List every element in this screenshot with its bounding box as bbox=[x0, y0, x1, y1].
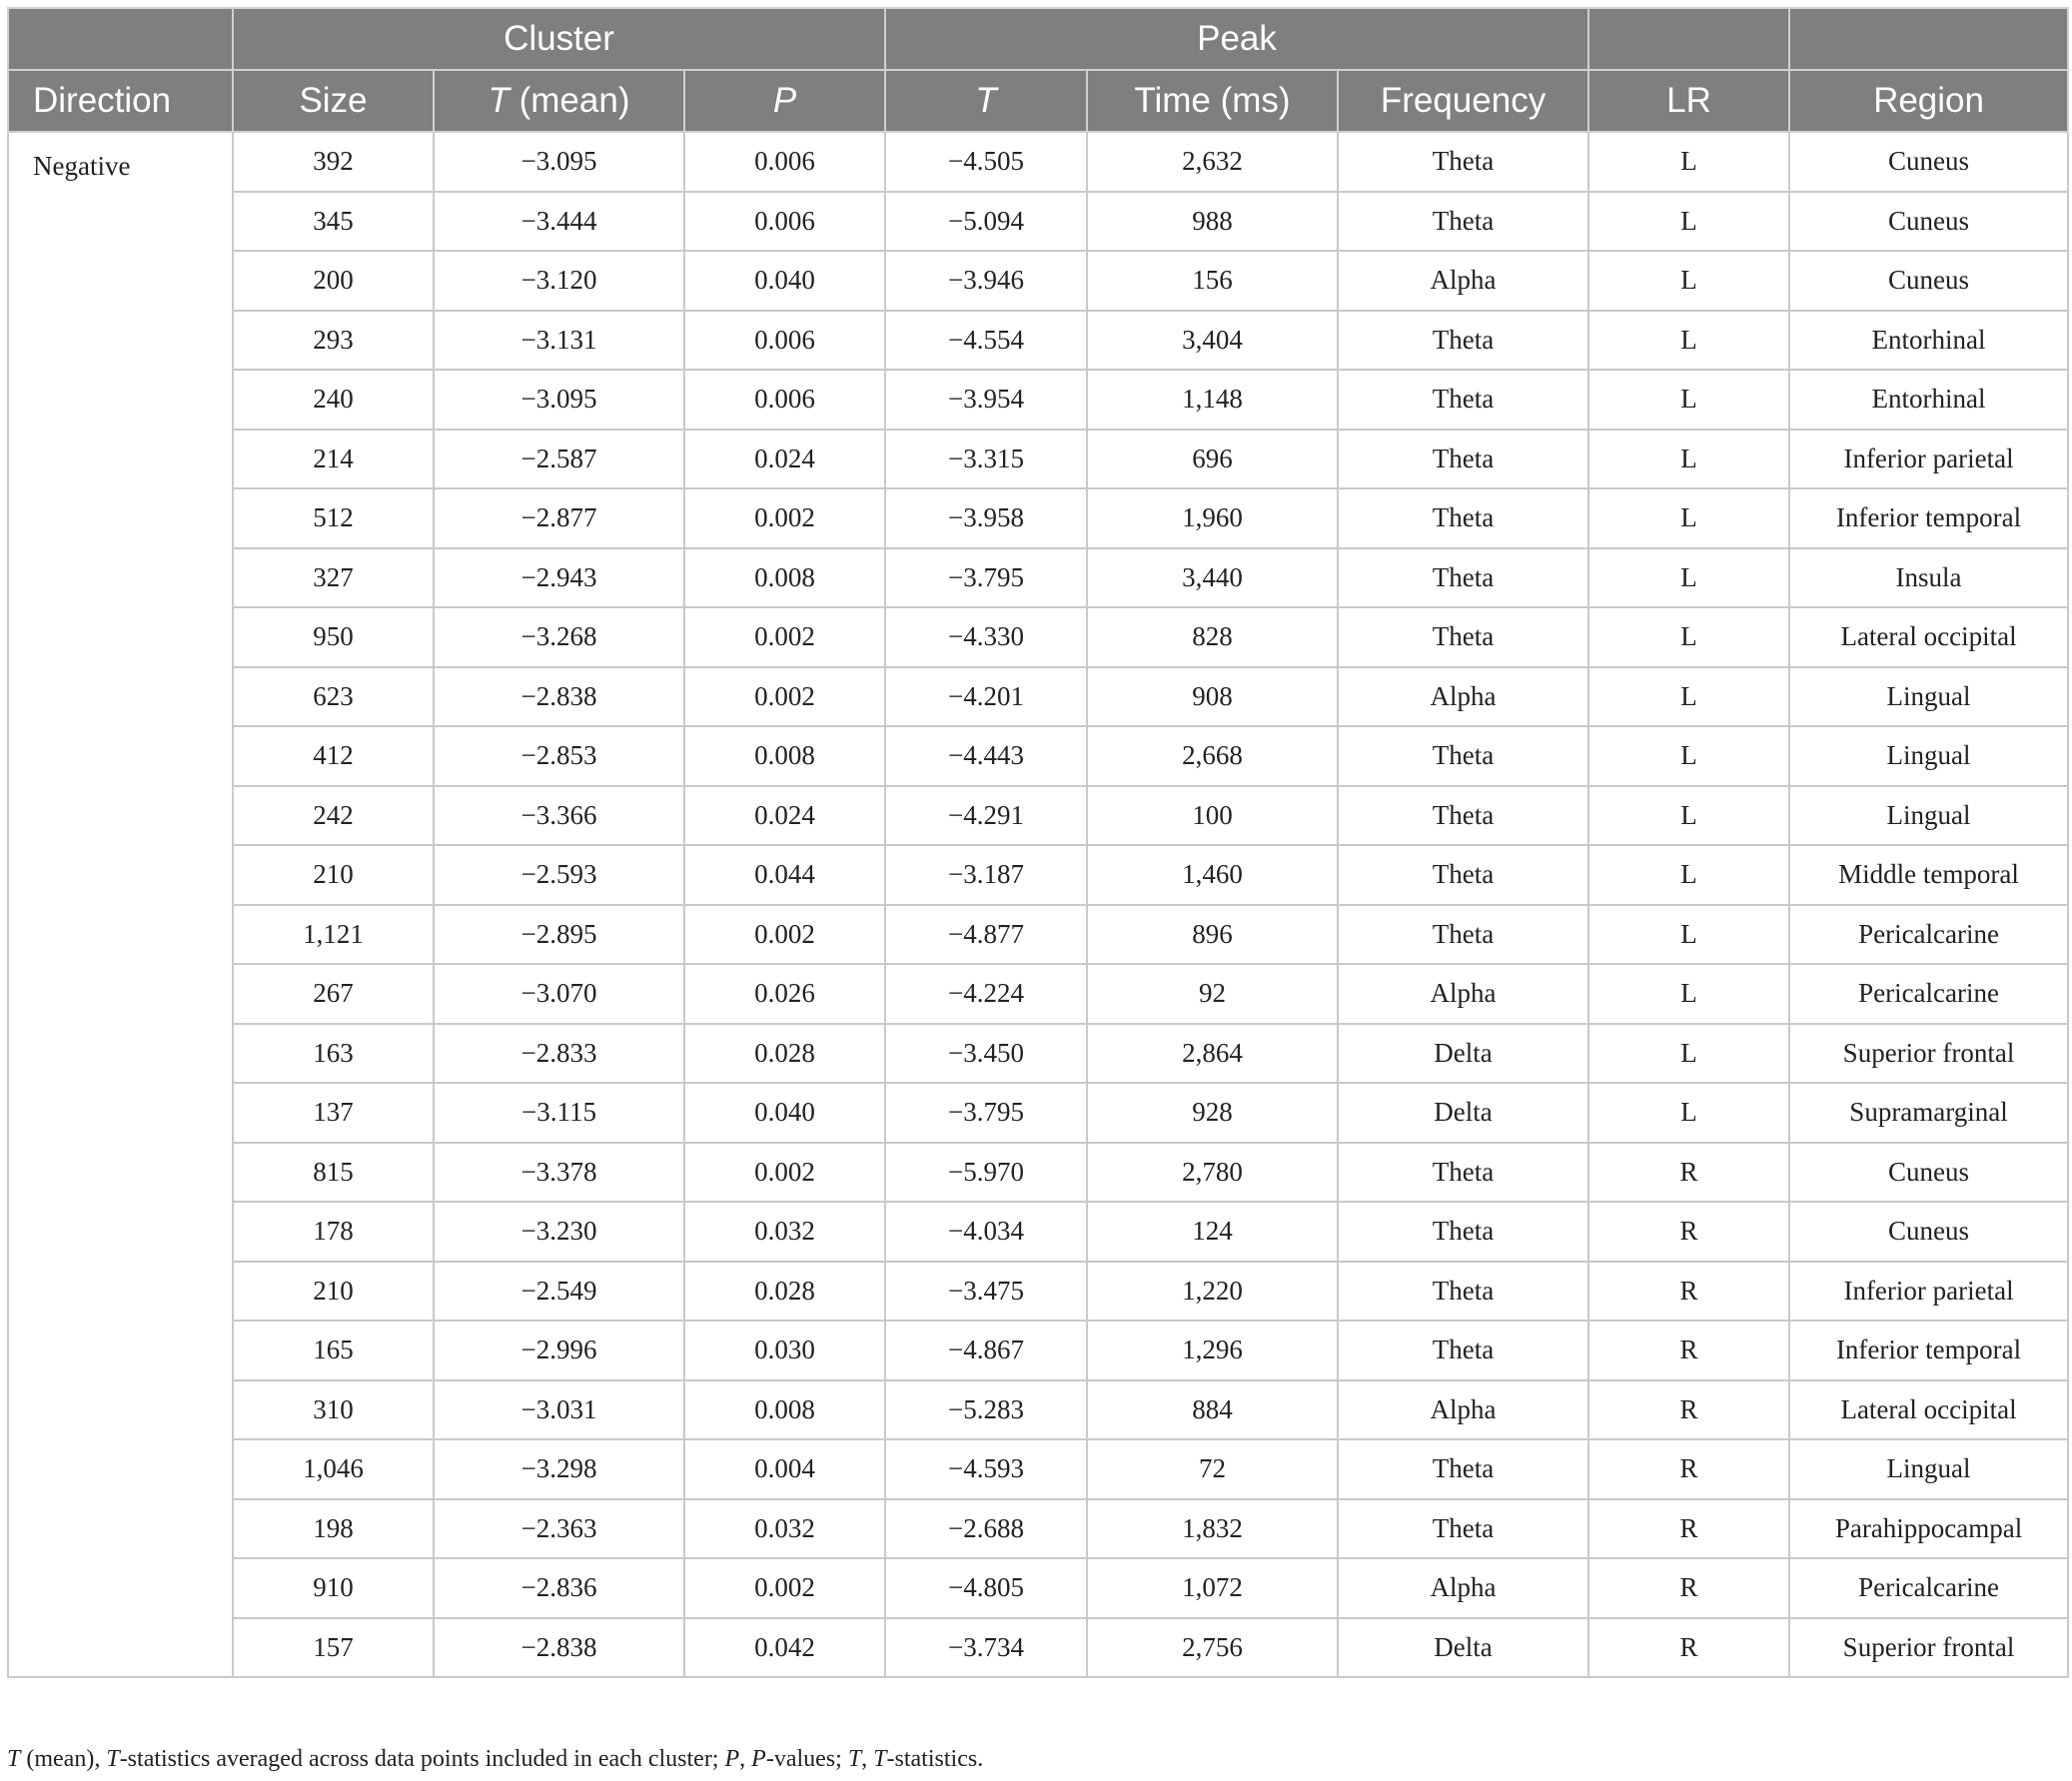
cell-t-peak: −4.877 bbox=[885, 905, 1087, 965]
cell-t-peak: −4.554 bbox=[885, 311, 1087, 371]
cell-region: Insula bbox=[1789, 548, 2068, 608]
cell-t-peak: −3.795 bbox=[885, 548, 1087, 608]
cell-t-peak: −4.443 bbox=[885, 726, 1087, 786]
table-row bbox=[8, 488, 2068, 548]
table-row bbox=[8, 1083, 2068, 1143]
cell-p-value: 0.008 bbox=[684, 1380, 885, 1440]
cell-frequency: Theta bbox=[1338, 607, 1588, 667]
cell-time-ms: 696 bbox=[1087, 430, 1338, 489]
cell-size: 412 bbox=[233, 726, 434, 786]
group-header-empty-region bbox=[1789, 8, 2068, 70]
cell-frequency: Theta bbox=[1338, 1321, 1588, 1380]
cell-time-ms: 156 bbox=[1087, 251, 1338, 311]
results-table bbox=[7, 7, 2069, 1678]
cell-t-mean: −3.131 bbox=[434, 311, 684, 371]
cell-t-mean: −2.853 bbox=[434, 726, 684, 786]
cell-p-value: 0.002 bbox=[684, 905, 885, 965]
cell-size: 512 bbox=[233, 488, 434, 548]
cell-size: 240 bbox=[233, 370, 434, 430]
cell-region: Supramarginal bbox=[1789, 1083, 2068, 1143]
cell-frequency: Delta bbox=[1338, 1618, 1588, 1678]
cell-t-peak: −4.034 bbox=[885, 1202, 1087, 1262]
cell-frequency: Alpha bbox=[1338, 667, 1588, 727]
cell-t-peak: −4.224 bbox=[885, 964, 1087, 1024]
cell-time-ms: 884 bbox=[1087, 1380, 1338, 1440]
cell-time-ms: 1,072 bbox=[1087, 1558, 1338, 1618]
table-row bbox=[8, 786, 2068, 846]
cell-p-value: 0.002 bbox=[684, 667, 885, 727]
cell-region: Entorhinal bbox=[1789, 311, 2068, 371]
cell-t-mean: −3.378 bbox=[434, 1143, 684, 1203]
cell-time-ms: 928 bbox=[1087, 1083, 1338, 1143]
cell-t-mean: −2.838 bbox=[434, 1618, 684, 1678]
table-row bbox=[8, 132, 2068, 192]
cell-lr: L bbox=[1588, 370, 1789, 430]
cell-t-peak: −3.187 bbox=[885, 845, 1087, 905]
cell-size: 198 bbox=[233, 1499, 434, 1559]
cell-size: 200 bbox=[233, 251, 434, 311]
table-row bbox=[8, 1262, 2068, 1322]
cell-frequency: Alpha bbox=[1338, 1558, 1588, 1618]
cell-t-peak: −5.094 bbox=[885, 192, 1087, 252]
footnote-symbol: P bbox=[724, 1746, 740, 1772]
cell-time-ms: 828 bbox=[1087, 607, 1338, 667]
cell-size: 210 bbox=[233, 1262, 434, 1322]
cell-lr: R bbox=[1588, 1439, 1789, 1499]
cell-t-mean: −3.095 bbox=[434, 370, 684, 430]
cell-region: Cuneus bbox=[1789, 251, 2068, 311]
cell-frequency: Theta bbox=[1338, 845, 1588, 905]
cell-frequency: Delta bbox=[1338, 1083, 1588, 1143]
col-header-p-symbol: P bbox=[772, 81, 797, 120]
cell-t-peak: −3.475 bbox=[885, 1262, 1087, 1322]
cell-p-value: 0.042 bbox=[684, 1618, 885, 1678]
cell-frequency: Theta bbox=[1338, 1143, 1588, 1203]
col-header-size: Size bbox=[233, 70, 434, 132]
column-header-row bbox=[8, 70, 2068, 132]
cell-time-ms: 72 bbox=[1087, 1439, 1338, 1499]
cell-t-mean: −3.120 bbox=[434, 251, 684, 311]
cell-lr: R bbox=[1588, 1380, 1789, 1440]
cell-lr: L bbox=[1588, 845, 1789, 905]
footnote-text: , bbox=[739, 1746, 752, 1772]
cell-region: Lateral occipital bbox=[1789, 607, 2068, 667]
cell-size: 137 bbox=[233, 1083, 434, 1143]
cell-region: Cuneus bbox=[1789, 132, 2068, 192]
cell-lr: L bbox=[1588, 1083, 1789, 1143]
cell-t-peak: −3.450 bbox=[885, 1024, 1087, 1084]
table-row bbox=[8, 192, 2068, 252]
cell-t-mean: −2.549 bbox=[434, 1262, 684, 1322]
cell-region: Inferior temporal bbox=[1789, 1321, 2068, 1380]
cell-size: 345 bbox=[233, 192, 434, 252]
cell-t-mean: −3.031 bbox=[434, 1380, 684, 1440]
table-row bbox=[8, 905, 2068, 965]
col-header-t-symbol: T bbox=[975, 81, 997, 120]
cell-t-peak: −4.201 bbox=[885, 667, 1087, 727]
cell-t-peak: −5.970 bbox=[885, 1143, 1087, 1203]
cell-time-ms: 100 bbox=[1087, 786, 1338, 846]
cell-t-mean: −3.115 bbox=[434, 1083, 684, 1143]
footnote-text: -statistics averaged across data points included in each cluster; bbox=[119, 1746, 725, 1772]
cell-p-value: 0.024 bbox=[684, 430, 885, 489]
cell-t-mean: −2.836 bbox=[434, 1558, 684, 1618]
cell-lr: L bbox=[1588, 726, 1789, 786]
table-row bbox=[8, 1321, 2068, 1380]
col-header-t-mean-symbol: T bbox=[488, 81, 510, 120]
footnote-symbol: T bbox=[873, 1746, 887, 1772]
cell-lr: L bbox=[1588, 905, 1789, 965]
cell-t-peak: −2.688 bbox=[885, 1499, 1087, 1559]
cell-lr: L bbox=[1588, 132, 1789, 192]
cell-region: Pericalcarine bbox=[1789, 964, 2068, 1024]
table-row bbox=[8, 1439, 2068, 1499]
cell-t-mean: −2.593 bbox=[434, 845, 684, 905]
cell-t-peak: −3.958 bbox=[885, 488, 1087, 548]
cell-region: Lingual bbox=[1789, 667, 2068, 727]
cell-frequency: Theta bbox=[1338, 786, 1588, 846]
cell-size: 1,046 bbox=[233, 1439, 434, 1499]
cell-t-peak: −3.795 bbox=[885, 1083, 1087, 1143]
cell-time-ms: 2,668 bbox=[1087, 726, 1338, 786]
cell-p-value: 0.044 bbox=[684, 845, 885, 905]
cell-t-peak: −5.283 bbox=[885, 1380, 1087, 1440]
cell-frequency: Theta bbox=[1338, 430, 1588, 489]
group-header-peak: Peak bbox=[885, 8, 1588, 70]
cell-p-value: 0.032 bbox=[684, 1202, 885, 1262]
cell-frequency: Alpha bbox=[1338, 1380, 1588, 1440]
table-footnote bbox=[7, 1746, 983, 1773]
cell-lr: L bbox=[1588, 311, 1789, 371]
cell-size: 178 bbox=[233, 1202, 434, 1262]
cell-lr: L bbox=[1588, 430, 1789, 489]
cell-time-ms: 908 bbox=[1087, 667, 1338, 727]
cell-lr: R bbox=[1588, 1262, 1789, 1322]
cell-lr: L bbox=[1588, 607, 1789, 667]
table-row bbox=[8, 607, 2068, 667]
cell-p-value: 0.006 bbox=[684, 132, 885, 192]
cell-frequency: Theta bbox=[1338, 192, 1588, 252]
footnote-symbol: T bbox=[847, 1746, 862, 1772]
cell-region: Pericalcarine bbox=[1789, 905, 2068, 965]
footnote-text: -values; bbox=[765, 1746, 848, 1772]
cell-time-ms: 988 bbox=[1087, 192, 1338, 252]
cell-frequency: Theta bbox=[1338, 132, 1588, 192]
cell-t-mean: −2.838 bbox=[434, 667, 684, 727]
cell-p-value: 0.028 bbox=[684, 1024, 885, 1084]
cell-t-mean: −3.095 bbox=[434, 132, 684, 192]
cell-t-mean: −2.363 bbox=[434, 1499, 684, 1559]
cell-lr: L bbox=[1588, 964, 1789, 1024]
cell-size: 210 bbox=[233, 845, 434, 905]
cell-size: 310 bbox=[233, 1380, 434, 1440]
cell-lr: R bbox=[1588, 1143, 1789, 1203]
cell-region: Entorhinal bbox=[1789, 370, 2068, 430]
cell-frequency: Theta bbox=[1338, 311, 1588, 371]
table-row bbox=[8, 1143, 2068, 1203]
table-row bbox=[8, 251, 2068, 311]
cell-time-ms: 1,220 bbox=[1087, 1262, 1338, 1322]
cell-time-ms: 1,296 bbox=[1087, 1321, 1338, 1380]
cell-lr: L bbox=[1588, 1024, 1789, 1084]
table-row bbox=[8, 370, 2068, 430]
table-row bbox=[8, 1618, 2068, 1678]
cell-time-ms: 1,148 bbox=[1087, 370, 1338, 430]
cell-lr: R bbox=[1588, 1499, 1789, 1559]
footnote-symbol: P bbox=[751, 1746, 766, 1772]
cell-frequency: Alpha bbox=[1338, 251, 1588, 311]
cell-t-mean: −2.943 bbox=[434, 548, 684, 608]
cell-t-mean: −2.833 bbox=[434, 1024, 684, 1084]
cell-t-mean: −3.444 bbox=[434, 192, 684, 252]
cell-p-value: 0.006 bbox=[684, 311, 885, 371]
col-header-p bbox=[684, 70, 885, 132]
cell-region: Lingual bbox=[1789, 726, 2068, 786]
table-row bbox=[8, 667, 2068, 727]
cell-time-ms: 2,780 bbox=[1087, 1143, 1338, 1203]
cell-t-peak: −3.315 bbox=[885, 430, 1087, 489]
cell-size: 214 bbox=[233, 430, 434, 489]
table-row bbox=[8, 726, 2068, 786]
cell-lr: R bbox=[1588, 1618, 1789, 1678]
cell-size: 815 bbox=[233, 1143, 434, 1203]
cell-time-ms: 1,460 bbox=[1087, 845, 1338, 905]
cell-frequency: Theta bbox=[1338, 1499, 1588, 1559]
table-row bbox=[8, 1499, 2068, 1559]
cell-region: Lateral occipital bbox=[1789, 1380, 2068, 1440]
cell-size: 327 bbox=[233, 548, 434, 608]
cell-time-ms: 2,864 bbox=[1087, 1024, 1338, 1084]
cell-time-ms: 1,960 bbox=[1087, 488, 1338, 548]
cell-p-value: 0.026 bbox=[684, 964, 885, 1024]
cell-lr: L bbox=[1588, 786, 1789, 846]
direction-cell: Negative bbox=[8, 132, 233, 1677]
cell-p-value: 0.002 bbox=[684, 488, 885, 548]
group-header-empty bbox=[8, 8, 233, 70]
cell-p-value: 0.008 bbox=[684, 548, 885, 608]
cell-t-mean: −2.996 bbox=[434, 1321, 684, 1380]
cell-region: Cuneus bbox=[1789, 1202, 2068, 1262]
cell-t-peak: −4.291 bbox=[885, 786, 1087, 846]
cell-time-ms: 92 bbox=[1087, 964, 1338, 1024]
cell-p-value: 0.006 bbox=[684, 192, 885, 252]
cell-region: Inferior parietal bbox=[1789, 430, 2068, 489]
cell-size: 267 bbox=[233, 964, 434, 1024]
cell-p-value: 0.024 bbox=[684, 786, 885, 846]
col-header-t bbox=[885, 70, 1087, 132]
cell-time-ms: 2,756 bbox=[1087, 1618, 1338, 1678]
cell-lr: L bbox=[1588, 251, 1789, 311]
cell-region: Inferior temporal bbox=[1789, 488, 2068, 548]
cell-region: Parahippocampal bbox=[1789, 1499, 2068, 1559]
cell-t-peak: −3.946 bbox=[885, 251, 1087, 311]
cell-lr: R bbox=[1588, 1321, 1789, 1380]
col-header-lr: LR bbox=[1588, 70, 1789, 132]
cell-p-value: 0.032 bbox=[684, 1499, 885, 1559]
footnote-text: -statistics. bbox=[886, 1746, 984, 1772]
table-row bbox=[8, 311, 2068, 371]
cell-size: 910 bbox=[233, 1558, 434, 1618]
col-header-direction: Direction bbox=[8, 70, 233, 132]
group-header-row bbox=[8, 8, 2068, 70]
cell-t-peak: −4.330 bbox=[885, 607, 1087, 667]
cell-time-ms: 2,632 bbox=[1087, 132, 1338, 192]
cell-time-ms: 3,404 bbox=[1087, 311, 1338, 371]
cell-region: Inferior parietal bbox=[1789, 1262, 2068, 1322]
cell-size: 1,121 bbox=[233, 905, 434, 965]
table-body bbox=[8, 132, 2068, 1677]
cell-region: Lingual bbox=[1789, 786, 2068, 846]
cell-lr: L bbox=[1588, 667, 1789, 727]
cell-frequency: Theta bbox=[1338, 1202, 1588, 1262]
cell-t-mean: −3.298 bbox=[434, 1439, 684, 1499]
footnote-text: , bbox=[861, 1746, 874, 1772]
cell-size: 157 bbox=[233, 1618, 434, 1678]
cell-t-mean: −2.895 bbox=[434, 905, 684, 965]
cell-size: 950 bbox=[233, 607, 434, 667]
cell-p-value: 0.040 bbox=[684, 251, 885, 311]
cell-p-value: 0.002 bbox=[684, 1558, 885, 1618]
cell-t-mean: −3.070 bbox=[434, 964, 684, 1024]
table-row bbox=[8, 964, 2068, 1024]
cell-t-mean: −2.877 bbox=[434, 488, 684, 548]
cell-region: Superior frontal bbox=[1789, 1024, 2068, 1084]
cell-size: 163 bbox=[233, 1024, 434, 1084]
footnote-text: (mean), bbox=[20, 1746, 107, 1772]
cell-size: 293 bbox=[233, 311, 434, 371]
cell-region: Lingual bbox=[1789, 1439, 2068, 1499]
cell-p-value: 0.040 bbox=[684, 1083, 885, 1143]
cell-t-peak: −4.805 bbox=[885, 1558, 1087, 1618]
cell-t-peak: −4.593 bbox=[885, 1439, 1087, 1499]
cell-region: Pericalcarine bbox=[1789, 1558, 2068, 1618]
cell-t-mean: −3.366 bbox=[434, 786, 684, 846]
cell-p-value: 0.006 bbox=[684, 370, 885, 430]
cell-region: Cuneus bbox=[1789, 1143, 2068, 1203]
cell-p-value: 0.008 bbox=[684, 726, 885, 786]
group-header-cluster: Cluster bbox=[233, 8, 885, 70]
footnote-symbol: T bbox=[7, 1746, 21, 1772]
cell-size: 392 bbox=[233, 132, 434, 192]
cell-frequency: Theta bbox=[1338, 548, 1588, 608]
cell-t-mean: −2.587 bbox=[434, 430, 684, 489]
cell-region: Cuneus bbox=[1789, 192, 2068, 252]
table-row bbox=[8, 1024, 2068, 1084]
cell-time-ms: 3,440 bbox=[1087, 548, 1338, 608]
cell-region: Middle temporal bbox=[1789, 845, 2068, 905]
cell-time-ms: 896 bbox=[1087, 905, 1338, 965]
cell-t-peak: −3.954 bbox=[885, 370, 1087, 430]
cell-frequency: Theta bbox=[1338, 905, 1588, 965]
table-row bbox=[8, 430, 2068, 489]
col-header-frequency: Frequency bbox=[1338, 70, 1588, 132]
cell-t-peak: −4.505 bbox=[885, 132, 1087, 192]
col-header-region: Region bbox=[1789, 70, 2068, 132]
cell-lr: L bbox=[1588, 488, 1789, 548]
cell-lr: L bbox=[1588, 192, 1789, 252]
cell-region: Superior frontal bbox=[1789, 1618, 2068, 1678]
cell-frequency: Theta bbox=[1338, 370, 1588, 430]
footnote-symbol: T bbox=[106, 1746, 120, 1772]
col-header-t-mean bbox=[434, 70, 684, 132]
cell-p-value: 0.028 bbox=[684, 1262, 885, 1322]
cell-frequency: Theta bbox=[1338, 1439, 1588, 1499]
cell-frequency: Theta bbox=[1338, 726, 1588, 786]
cell-t-peak: −3.734 bbox=[885, 1618, 1087, 1678]
cell-lr: R bbox=[1588, 1202, 1789, 1262]
cell-p-value: 0.002 bbox=[684, 1143, 885, 1203]
cell-t-peak: −4.867 bbox=[885, 1321, 1087, 1380]
table-row bbox=[8, 1380, 2068, 1440]
cell-size: 242 bbox=[233, 786, 434, 846]
table-row bbox=[8, 1202, 2068, 1262]
cell-frequency: Alpha bbox=[1338, 964, 1588, 1024]
group-header-empty-lr bbox=[1588, 8, 1789, 70]
cell-time-ms: 1,832 bbox=[1087, 1499, 1338, 1559]
cell-t-mean: −3.268 bbox=[434, 607, 684, 667]
cell-time-ms: 124 bbox=[1087, 1202, 1338, 1262]
cell-frequency: Theta bbox=[1338, 1262, 1588, 1322]
cell-p-value: 0.004 bbox=[684, 1439, 885, 1499]
cell-p-value: 0.030 bbox=[684, 1321, 885, 1380]
col-header-time: Time (ms) bbox=[1087, 70, 1338, 132]
cell-lr: R bbox=[1588, 1558, 1789, 1618]
table-row bbox=[8, 845, 2068, 905]
cell-lr: L bbox=[1588, 548, 1789, 608]
cell-frequency: Delta bbox=[1338, 1024, 1588, 1084]
cell-t-mean: −3.230 bbox=[434, 1202, 684, 1262]
col-header-t-mean-label: (mean) bbox=[509, 81, 630, 120]
cell-frequency: Theta bbox=[1338, 488, 1588, 548]
cell-size: 165 bbox=[233, 1321, 434, 1380]
table-row bbox=[8, 548, 2068, 608]
cell-p-value: 0.002 bbox=[684, 607, 885, 667]
cell-size: 623 bbox=[233, 667, 434, 727]
table-row bbox=[8, 1558, 2068, 1618]
